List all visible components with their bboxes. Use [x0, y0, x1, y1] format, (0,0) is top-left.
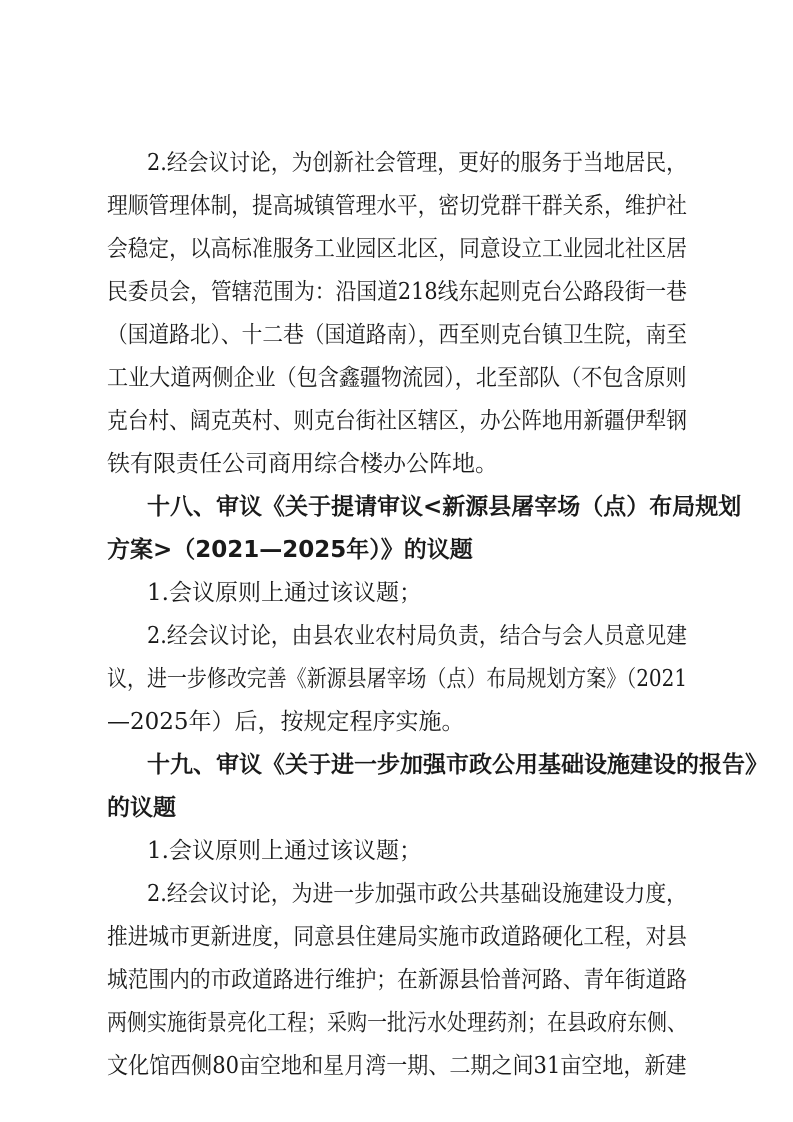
list-item: 1.会议原则上通过该议题；	[147, 580, 422, 606]
section-heading: 十八、审议《关于提请审议<新源县屠宰场（点）布局规划	[147, 494, 742, 520]
section-heading: 十九、审议《关于进一步加强市政公用基础设施建设的报告》	[147, 752, 768, 778]
paragraph-line: （国道路北）、十二巷（国道路南），西至则克台镇卫生院，南至	[107, 322, 687, 348]
paragraph-line: 城范围内的市政道路进行维护；在新源县恰普河路、青年街道路	[107, 967, 687, 993]
paragraph-line: 两侧实施街景亮化工程；采购一批污水处理药剂；在县政府东侧、	[107, 1010, 687, 1036]
paragraph-line: 2.经会议讨论，由县农业农村局负责，结合与会人员意见建	[147, 623, 687, 649]
paragraph-line: 议，进一步修改完善《新源县屠宰场（点）布局规划方案》（2021	[107, 666, 688, 692]
paragraph-line: 文化馆西侧80亩空地和星月湾一期、二期之间31亩空地，新建	[107, 1053, 687, 1079]
paragraph-line: 2.经会议讨论，为进一步加强市政公共基础设施建设力度，	[147, 881, 687, 907]
paragraph-line: 铁有限责任公司商用综合楼办公阵地。	[107, 451, 498, 477]
paragraph-line: 民委员会，管辖范围为：沿国道218线东起则克台公路段街一巷	[107, 279, 687, 305]
paragraph-line: 推进城市更新进度，同意县住建局实施市政道路硬化工程，对县	[107, 924, 687, 950]
section-heading: 的议题	[107, 795, 176, 821]
section-heading: 方案>（2021—2025年）》的议题	[107, 537, 473, 563]
paragraph-line: —2025年）后，按规定程序实施。	[107, 709, 465, 735]
paragraph-line: 理顺管理体制，提高城镇管理水平，密切党群干群关系，维护社	[107, 193, 687, 219]
list-item: 1.会议原则上通过该议题；	[147, 838, 422, 864]
paragraph-line: 克台村、阔克英村、则克台街社区辖区，办公阵地用新疆伊犁钢	[107, 408, 687, 434]
paragraph-line: 工业大道两侧企业（包含鑫疆物流园），北至部队（不包含原则	[107, 365, 687, 391]
paragraph-line: 2.经会议讨论，为创新社会管理，更好的服务于当地居民，	[147, 150, 687, 176]
paragraph-line: 会稳定，以高标准服务工业园区北区，同意设立工业园北社区居	[107, 236, 687, 262]
